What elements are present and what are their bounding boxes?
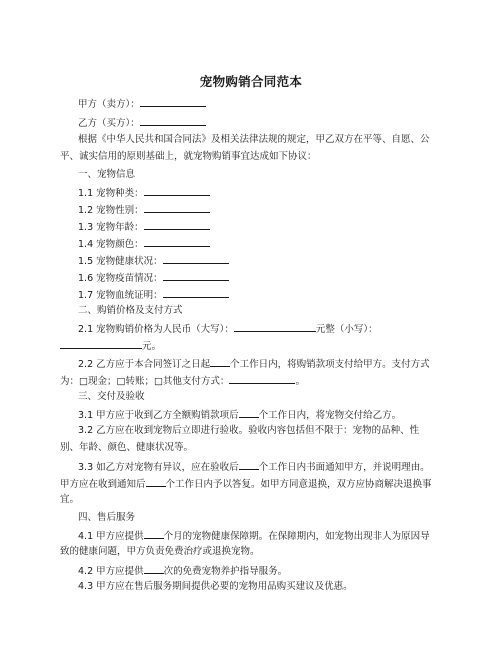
clause-2-2-text-d: 。 [295,376,305,387]
clause-3-2-line-2: 别、年龄、颜色、健康状况等。 [60,442,194,453]
clause-3-3-text-c: 甲方应在收到通知后 [60,479,146,490]
clause-4-1-line-1 [78,528,430,543]
party-b-line [78,115,206,130]
clause-3-2-line-1: 3.2 乙方应在收到宠物后立即进行验收。验收内容包括但不限于：宠物的品种、性 [78,425,420,436]
clause-1-3 [78,219,210,234]
party-b-blank [140,115,206,126]
objection-days-blank [239,459,259,470]
reply-days-blank [146,476,166,487]
clause-1-5 [78,253,229,268]
clause-4-1-text-b: 个月的宠物健康保障期。在保障期内，如宠物出现非人为原因导 [163,531,430,542]
clause-1-5-label: 1.5 宠物健康状况： [78,256,163,267]
clause-3-1-text-a: 3.1 甲方应于收到乙方全额购销款项后 [78,410,239,421]
clause-1-2-blank [144,202,210,213]
clause-1-1 [78,185,210,200]
clause-3-3-text-a: 3.3 如乙方对宠物有异议，应在验收后 [78,462,239,473]
section-1-heading: 一、宠物信息 [78,169,136,180]
clause-2-1-line-1 [78,321,378,336]
clause-1-6 [78,270,229,285]
document-title: 宠物购销合同范本 [199,74,303,89]
clause-2-2-text-a: 2.2 乙方应于本合同签订之日起 [78,359,211,370]
clause-4-2 [78,563,287,578]
clause-2-1-line-2 [60,338,161,353]
clause-2-2-text-c: 为：□现金；□转账；□其他支付方式： [60,376,230,387]
clause-1-2-label: 1.2 宠物性别： [78,205,144,216]
clause-3-1-text-b: 个工作日内，将宠物交付给乙方。 [258,410,402,421]
price-lowercase-blank [60,338,142,349]
clause-1-2 [78,202,210,217]
price-uppercase-blank [234,321,316,332]
party-a-blank [140,96,206,107]
section-3-heading: 三、交付及验收 [78,391,145,402]
clause-1-6-blank [163,270,229,281]
clause-2-2-line-1 [78,356,430,371]
section-4-heading: 四、售后服务 [78,512,136,523]
clause-1-1-label: 1.1 宠物种类： [78,188,144,199]
clause-4-3: 4.3 甲方应在售后服务期间提供必要的宠物用品购买建议及优惠。 [78,581,353,592]
clause-4-1-line-2: 致的健康问题，甲方负责免费治疗或退换宠物。 [60,546,260,557]
warranty-months-blank [144,528,164,539]
clause-2-2-line-2 [60,373,305,388]
clause-2-2-text-b: 个工作日内，将购销款项支付给甲方。支付方式 [230,359,430,370]
party-a-label: 甲方（卖方）： [78,99,140,110]
clause-1-4 [78,236,210,251]
clause-1-7-blank [163,287,229,298]
clause-2-1-text-a: 2.1 宠物购销价格为人民币（大写）： [78,324,234,335]
guidance-times-blank [144,563,164,574]
clause-3-3-line-3: 宜。 [60,494,80,505]
clause-3-3-text-b: 个工作日内书面通知甲方，并说明理由。 [258,462,430,473]
clause-1-4-blank [144,236,210,247]
clause-4-1-text-a: 4.1 甲方应提供 [78,531,144,542]
clause-1-3-label: 1.3 宠物年龄： [78,222,144,233]
intro-line-2: 平、诚实信用的原则基础上，就宠物购销事宜达成如下协议： [60,151,317,162]
clause-4-2-text-b: 次的免费宠物养护指导服务。 [163,566,288,577]
clause-4-2-text-a: 4.2 甲方应提供 [78,566,144,577]
clause-1-7 [78,287,229,302]
clause-1-1-blank [144,185,210,196]
delivery-days-blank [239,407,259,418]
clause-1-5-blank [163,253,229,264]
clause-1-3-blank [144,219,210,230]
party-b-label: 乙方（买方）： [78,118,140,129]
clause-1-7-label: 1.7 宠物血统证明： [78,290,163,301]
clause-2-1-text-c: 元。 [142,341,162,352]
clause-1-4-label: 1.4 宠物颜色： [78,239,144,250]
other-payment-blank [229,373,295,384]
clause-1-6-label: 1.6 宠物疫苗情况： [78,273,163,284]
intro-line-1: 根据《中华人民共和国合同法》及相关法律法规的规定，甲乙双方在平等、自愿、公 [78,134,430,145]
clause-3-3-line-1 [78,459,430,474]
payment-days-blank [210,356,230,367]
party-a-line [78,96,206,111]
section-2-heading: 二、购销价格及支付方式 [78,305,183,316]
clause-3-3-text-d: 个工作日内予以答复。如甲方同意退换，双方应协商解决退换事 [165,479,432,490]
clause-2-1-text-b: 元整（小写）： [315,324,378,335]
clause-3-1 [78,407,401,422]
clause-3-3-line-2 [60,476,432,491]
